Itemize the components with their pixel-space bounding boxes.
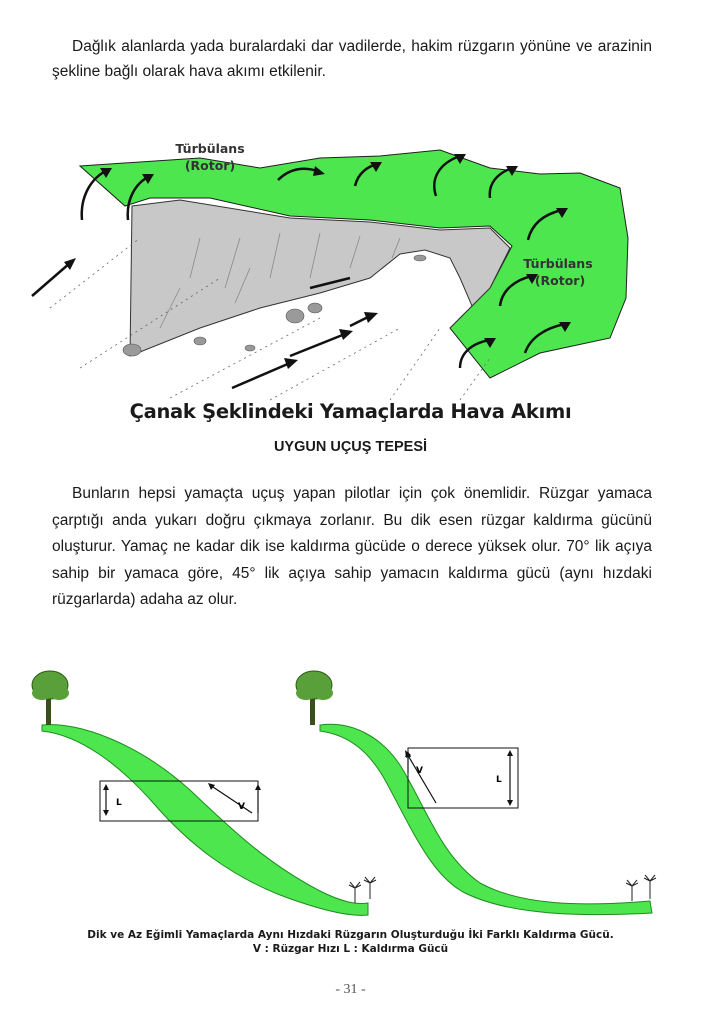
slope-lift-comparison-figure (20, 655, 670, 917)
gentle-slope (42, 725, 368, 916)
figure1-title: Çanak Şeklindeki Yamaçlarda Hava Akımı (129, 400, 572, 423)
left-lift-L-label: L (116, 798, 122, 808)
right-lift-L-label: L (496, 775, 502, 785)
page-number: - 31 - (335, 982, 366, 997)
bowl-slope-airflow-figure (20, 128, 640, 410)
figure2-legend: V : Rüzgar Hızı L : Kaldırma Gücü (252, 943, 449, 955)
intro-paragraph: Dağlık alanlarda yada buralardaki dar vadilerde, hakim rüzgarın yönüne ve arazinin şekline bağlı olarak hava akımı etkilenir. (52, 38, 652, 80)
tree-icon-right (296, 671, 333, 725)
tree-icon-left (32, 671, 69, 725)
turbulence-label-right: Türbülans (523, 256, 593, 271)
left-wind-V-label: V (238, 802, 245, 812)
lift-paragraph: Bunların hepsi yamaçta uçuş yapan pilotlar için çok önemlidir. Rüzgar yamaca çarptığı anda yukarı doğru çıkmaya zorlanır. Bu dik esen rüzgar kaldırma gücünü oluşturur. Yamaç ne kadar dik ise kaldırma gücüde o derece yüksek olur. 70° lik açıya sahip bir yamaca göre, 45° lik açıya sahip yamacın kaldırma gücü (aynı hızdaki rüzgarlarda) adaha az olur. (52, 485, 652, 608)
rotor-label-right: (Rotor) (534, 273, 586, 288)
figure2-caption: Dik ve Az Eğimli Yamaçlarda Aynı Hızdaki Rüzgarın Oluşturduğu İki Farklı Kaldırma Gücü. (87, 929, 614, 941)
turbulence-label-left: Türbülans (175, 141, 245, 156)
section-subtitle: UYGUN UÇUŞ TEPESİ (273, 439, 428, 455)
right-wind-V-label: V (416, 766, 423, 776)
palm-icon-right (626, 875, 656, 901)
palm-icon-left (349, 877, 376, 903)
rotor-label-left: (Rotor) (184, 158, 236, 173)
